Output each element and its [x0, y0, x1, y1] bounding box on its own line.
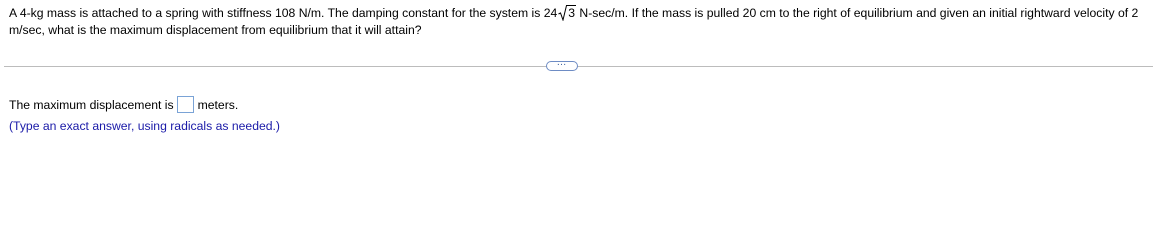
- radical-sign-icon: [558, 5, 567, 21]
- question-text: [9, 5, 1144, 39]
- radicand: 3: [568, 6, 576, 20]
- answer-input[interactable]: [177, 96, 194, 113]
- answer-suffix: meters.: [197, 98, 239, 112]
- question-text-part-2: N-sec/m. If the mass is pulled 20 cm to the right of equilibrium and given an initial rightward velocity of 2 m/sec, what is the maximum displacement from equilibrium that it will attain?: [9, 6, 1139, 37]
- expand-button[interactable]: [546, 57, 578, 71]
- section-divider: [4, 66, 1153, 67]
- answer-hint: (Type an exact answer, using radicals as needed.): [9, 119, 280, 133]
- question-text-part-1: A 4-kg mass is attached to a spring with stiffness 108 N/m. The damping constant for the system is 24: [9, 6, 558, 20]
- ellipsis-icon: …: [556, 57, 568, 68]
- answer-prefix: The maximum displacement is: [9, 98, 174, 112]
- answer-line: [9, 96, 238, 114]
- square-root: [558, 5, 576, 22]
